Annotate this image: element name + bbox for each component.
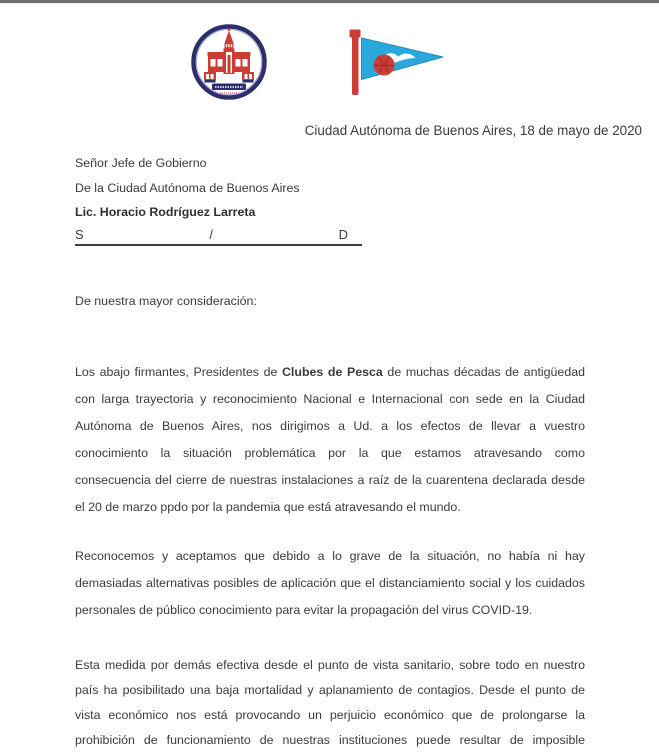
sd-s: S <box>75 227 84 242</box>
body-line <box>75 359 585 386</box>
recipient-name: Lic. Horacio Rodríguez Larreta <box>75 205 256 219</box>
paragraph-3 <box>75 653 585 753</box>
p1-line1-post: de muchas décadas de antigüedad <box>382 365 585 379</box>
body-line: el 20 de marzo ppdo por la pandemia que está atravesando el mundo. <box>75 500 461 514</box>
s-slash-d-line <box>75 222 362 246</box>
paragraph-2 <box>75 543 585 624</box>
club-emblem-icon <box>191 22 267 102</box>
p1-line1-pre: Los abajo firmantes, Presidentes de <box>75 365 282 379</box>
body-line: conocimiento la situación problemática por la que estamos atravesando como <box>75 446 585 460</box>
salutation: De nuestra mayor consideración: <box>75 294 257 308</box>
recipient-title: Señor Jefe de Gobierno <box>75 156 207 170</box>
paragraph-1 <box>75 359 585 521</box>
recipient-entity: De la Ciudad Autónoma de Buenos Aires <box>75 181 300 195</box>
body-line-partial: prohibición de funcionamiento de nuestras instituciones puede resultar de imposible <box>75 733 585 747</box>
body-line: con larga trayectoria y reconocimiento Nacional e Internacional con sede en la Ciudad <box>75 392 585 406</box>
sd-slash: / <box>209 227 213 242</box>
body-line: país ha posibilitado una baja mortalidad y aplanamiento de contagios. Desde el punto de <box>75 683 585 697</box>
date-line: Ciudad Autónoma de Buenos Aires, 18 de mayo de 2020 <box>304 123 642 138</box>
p1-line1-bold: Clubes de Pesca <box>281 365 383 379</box>
body-line: Esta medida por demás efectiva desde el punto de vista sanitario, sobre todo en nuestro <box>75 658 585 672</box>
body-line: vista económico nos está provocando un perjuicio económico que de prolongarse la <box>75 708 585 722</box>
club-de-pescadores-logo <box>191 22 267 102</box>
body-line: consecuencia del cierre de nuestras instalaciones a raíz de la cuarentena declarada desde <box>75 473 585 487</box>
body-line: demasiadas alternativas posibles de aplicación que el distanciamiento social y los cuidados <box>75 576 585 590</box>
body-line: personales de público conocimiento para evitar la propagación del virus COVID-19. <box>75 603 533 617</box>
sd-d: D <box>338 227 348 242</box>
pennant-flag-icon <box>348 28 448 98</box>
fishing-club-pennant-logo <box>348 28 448 98</box>
body-line: Autónoma de Buenos Aires, nos dirigimos a Ud. a los efectos de llevar a vuestro <box>75 419 585 433</box>
window-top-edge <box>0 0 659 4</box>
body-line: Reconocemos y aceptamos que debido a lo grave de la situación, no había ni hay <box>75 549 585 563</box>
